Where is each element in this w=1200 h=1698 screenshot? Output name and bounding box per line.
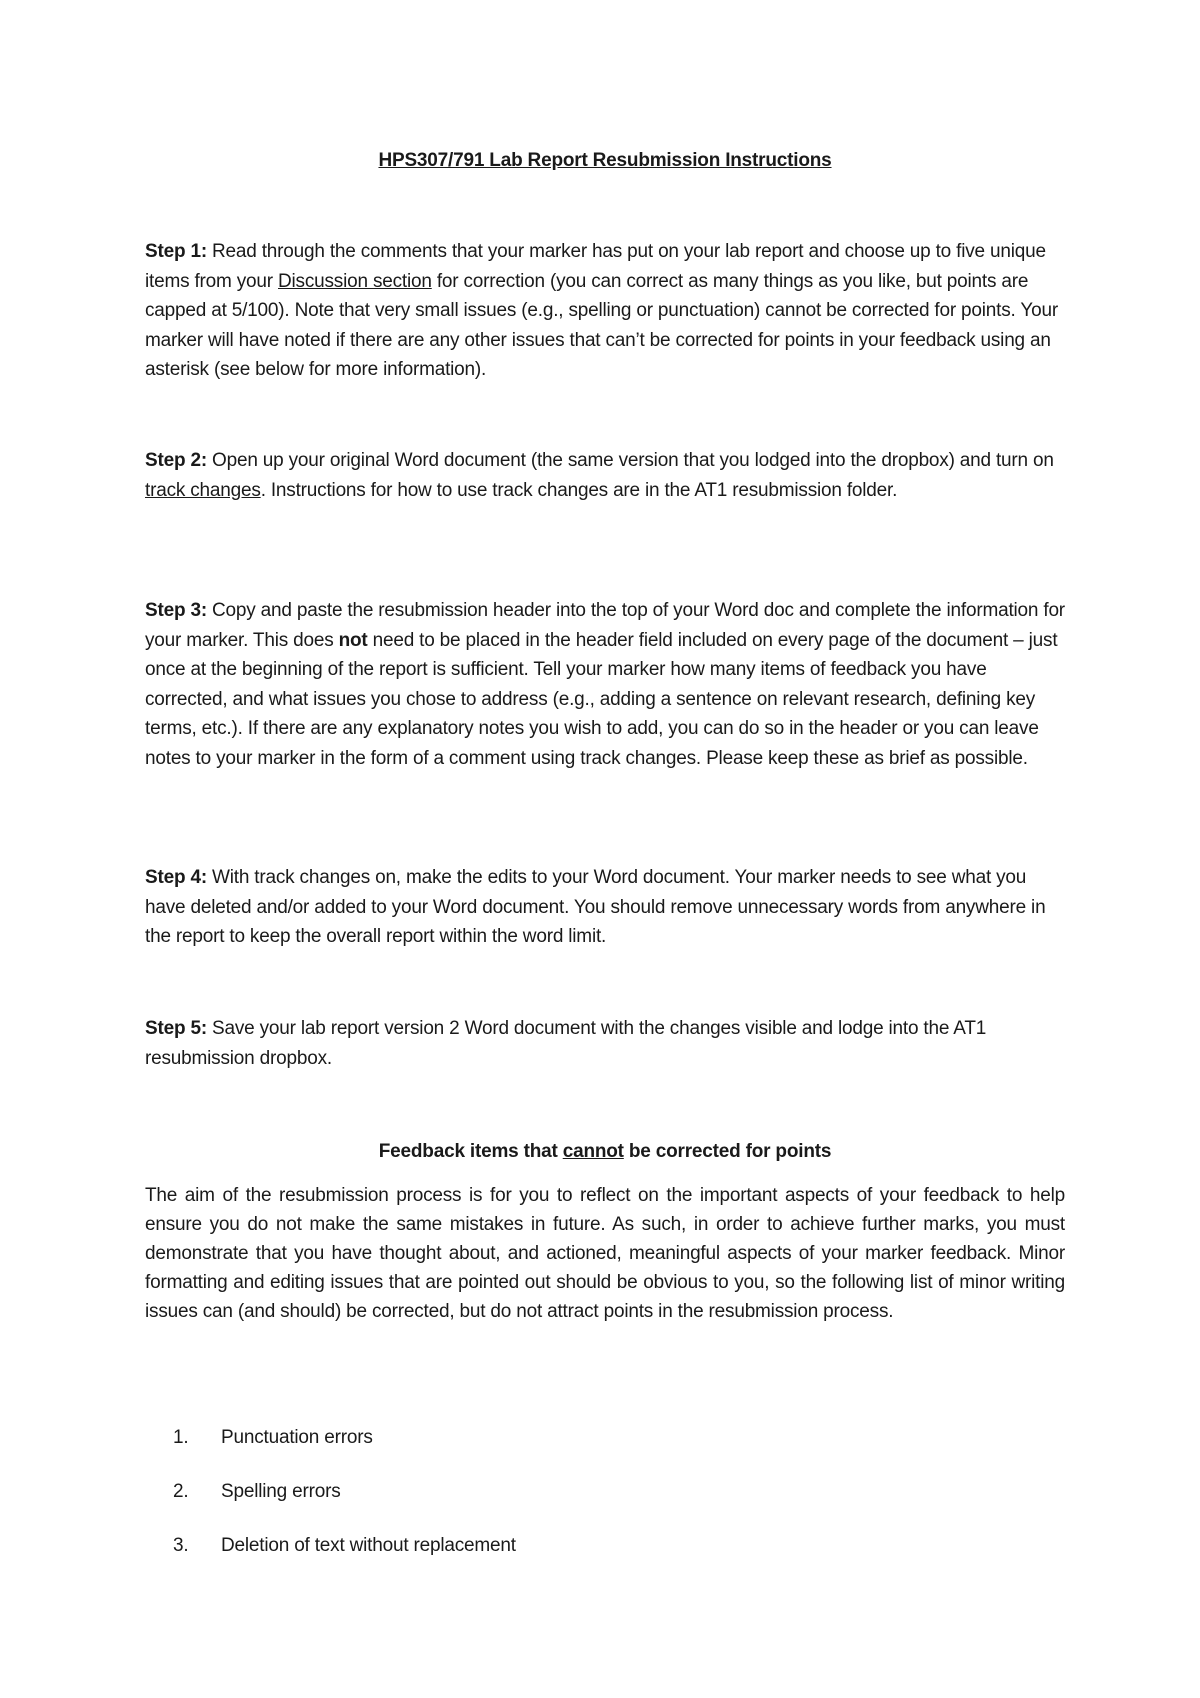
feedback-intro-paragraph: The aim of the resubmission process is for you to reflect on the important aspects of your feedback to help ensure you do not make the same mistakes in future. As such, in order to achieve further marks, you must demonstrate that you have thought about, and actioned, meaningful aspects of your marker feedback. Minor formatting and editing issues that are pointed out should be obvious to you, so the following list of minor writing issues can (and should) be corrected, but do not attract points in the resubmission process. xyxy=(145,1185,1065,1322)
feedback-heading-text-b: be corrected for points xyxy=(623,1141,832,1162)
document-title: HPS307/791 Lab Report Resubmission Instructions xyxy=(378,150,832,171)
step-5-label: Step 5: xyxy=(145,1018,207,1039)
list-item xyxy=(145,1477,1065,1531)
step-3-text-b: need to be placed in the header field included on every page of the document – just once at the beginning of the report is sufficient. Tell your marker how many items of feedback you have corrected, and what issues you chose to address (e.g., adding a sentence on relevant research, defining key terms, etc.). If there are any explanatory notes you wish to add, you can do so in the header or you can leave notes to your marker in the form of a comment using track changes. Please keep these as brief as possible. xyxy=(145,629,1058,769)
list-item-text: Punctuation errors xyxy=(221,1427,373,1448)
step-2-label: Step 2: xyxy=(145,450,207,471)
step-2-text-b: . Instructions for how to use track changes are in the AT1 resubmission folder. xyxy=(260,479,898,501)
discussion-section-emphasis: Discussion section xyxy=(278,270,432,292)
list-item-text: Spelling errors xyxy=(221,1481,341,1502)
step-3-text-a: Copy and paste the resubmission header into the top of your Word doc and complete the information for your marker. This does xyxy=(145,600,1065,651)
step-1-label: Step 1: xyxy=(145,241,207,262)
step-3-paragraph xyxy=(145,596,1065,773)
step-1-text-b: for correction (you can correct as many things as you like, but points are capped at 5/100). Note that very small issues (e.g., spelling or punctuation) cannot be corrected for points. Your marker will have noted if there are any other issues that can’t be corrected for points in your feedback using an asterisk (see below for more information). xyxy=(145,270,1058,380)
not-emphasis: not xyxy=(338,629,368,651)
step-4-label: Step 4: xyxy=(145,867,207,888)
step-1-paragraph xyxy=(145,237,1065,385)
track-changes-emphasis: track changes xyxy=(145,479,261,501)
list-item-number: 1. xyxy=(173,1427,189,1448)
cannot-emphasis: cannot xyxy=(562,1141,624,1162)
step-1-text-a: Read through the comments that your marker has put on your lab report and choose up to five unique items from your xyxy=(145,241,1046,292)
step-2-paragraph xyxy=(145,446,1065,505)
step-5-paragraph xyxy=(145,1014,1065,1073)
step-5-text: Save your lab report version 2 Word document with the changes visible and lodge into the AT1 resubmission dropbox. xyxy=(145,1018,987,1069)
minor-issues-list xyxy=(145,1423,1065,1585)
list-item xyxy=(145,1423,1065,1477)
list-item-text: Deletion of text without replacement xyxy=(221,1535,516,1556)
step-4-paragraph xyxy=(145,863,1065,952)
list-item-number: 3. xyxy=(173,1535,189,1556)
document-page xyxy=(145,0,1065,1698)
feedback-heading xyxy=(145,1137,1065,1167)
list-item xyxy=(145,1531,1065,1585)
list-item-number: 2. xyxy=(173,1481,189,1502)
step-4-text: With track changes on, make the edits to your Word document. Your marker needs to see what you have deleted and/or added to your Word document. You should remove unnecessary words from anywhere in the report to keep the overall report within the word limit. xyxy=(145,867,1046,947)
step-2-text-a: Open up your original Word document (the same version that you lodged into the dropbox) and turn on xyxy=(206,450,1054,471)
feedback-heading-text-a: Feedback items that xyxy=(378,1141,563,1162)
step-3-label: Step 3: xyxy=(145,600,207,621)
